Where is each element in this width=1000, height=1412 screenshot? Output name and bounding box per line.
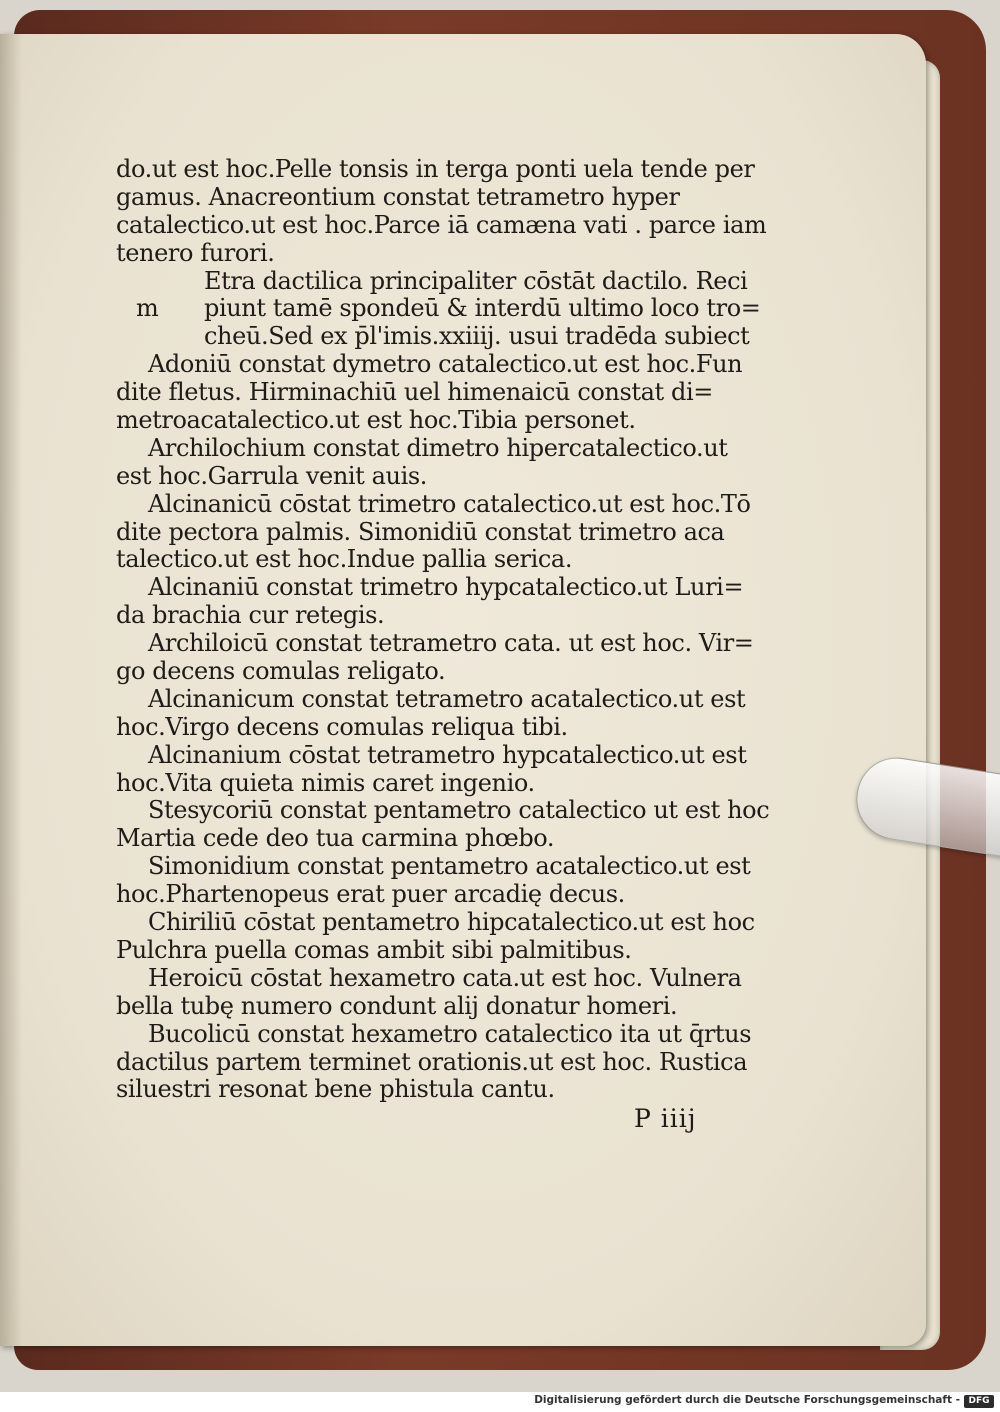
- text-line: hoc.Virgo decens comulas reliqua tibi.: [116, 712, 568, 741]
- text-line: Pulchra puella comas ambit sibi palmitibus.: [116, 935, 632, 964]
- text-line: go decens comulas religato.: [116, 657, 446, 686]
- text-line: Etra dactilica principaliter cōstāt dactilo. Reci: [204, 266, 748, 295]
- text-line: Archiloicū constat tetrametro cata. ut est hoc. Vir=: [148, 629, 754, 658]
- text-line: da brachia cur retegis.: [116, 601, 385, 630]
- text-line: siluestri resonat bene phistula cantu.: [116, 1075, 555, 1104]
- initial-letter: m: [136, 294, 159, 323]
- text-line: dactilus partem terminet orationis.ut est hoc. Rustica: [116, 1047, 748, 1076]
- text-line: Stesycoriū constat pentametro catalectico ut est hoc: [148, 796, 770, 825]
- page-text: [116, 155, 770, 1104]
- text-line: dite fletus. Hirminachiū uel himenaicū constat di=: [116, 378, 713, 407]
- text-line: do.ut est hoc.Pelle tonsis in terga ponti uela tende per: [116, 155, 755, 183]
- text-line: tenero furori.: [116, 238, 275, 267]
- footer-credit: Digitalisierung gefördert durch die Deutsche Forschungsgemeinschaft -: [534, 1394, 960, 1406]
- text-line: Alcinanicum constat tetrametro acatalectico.ut est: [148, 684, 746, 713]
- text-line: Archilochium constat dimetro hipercatalectico.ut: [148, 433, 728, 462]
- text-line: Alcinanicū cōstat trimetro catalectico.ut est hoc.Tō: [148, 489, 751, 518]
- text-line: cheū.Sed ex p̄l'imis.xxiiij. usui tradēda subiect: [204, 322, 750, 351]
- page-gutter: [0, 34, 22, 1346]
- footer-bar: [0, 1392, 1000, 1412]
- text-line: talectico.ut est hoc.Indue pallia serica.: [116, 545, 573, 574]
- text-line: gamus. Anacreontium constat tetrametro hyper: [116, 182, 680, 211]
- text-line: metroacatalectico.ut est hoc.Tibia personet.: [116, 406, 636, 435]
- text-line: Heroicū cōstat hexametro cata.ut est hoc. Vulnera: [148, 963, 742, 992]
- text-line: [116, 294, 761, 323]
- text-line: Simonidium constat pentametro acatalectico.ut est: [148, 852, 751, 881]
- text-line: Alcinaniū constat trimetro hypcatalectico.ut Luri=: [148, 573, 744, 602]
- text-line: Martia cede deo tua carmina phœbo.: [116, 824, 555, 853]
- text-line: Chiriliū cōstat pentametro hipcatalectico.ut est hoc: [148, 908, 755, 937]
- text-line: catalectico.ut est hoc.Parce iā camæna vati . parce iam: [116, 210, 767, 239]
- text-line: est hoc.Garrula venit auis.: [116, 461, 428, 490]
- text-line: hoc.Phartenopeus erat puer arcadię decus.: [116, 880, 625, 909]
- text-line-content: piunt tamē spondeū & interdū ultimo loco tro=: [204, 294, 761, 323]
- text-line: Bucolicū constat hexametro catalectico ita ut q̄rtus: [148, 1019, 752, 1048]
- text-line: hoc.Vita quieta nimis caret ingenio.: [116, 768, 535, 797]
- text-line: Alcinanium cōstat tetrametro hypcatalectico.ut est: [148, 740, 747, 769]
- text-line: Adoniū constat dymetro catalectico.ut est hoc.Fun: [148, 350, 743, 379]
- text-line: bella tubę numero condunt alij donatur homeri.: [116, 991, 678, 1020]
- dfg-logo: DFG: [964, 1395, 994, 1408]
- signature-mark: P iiij: [634, 1104, 697, 1133]
- text-line: dite pectora palmis. Simonidiū constat trimetro aca: [116, 517, 725, 546]
